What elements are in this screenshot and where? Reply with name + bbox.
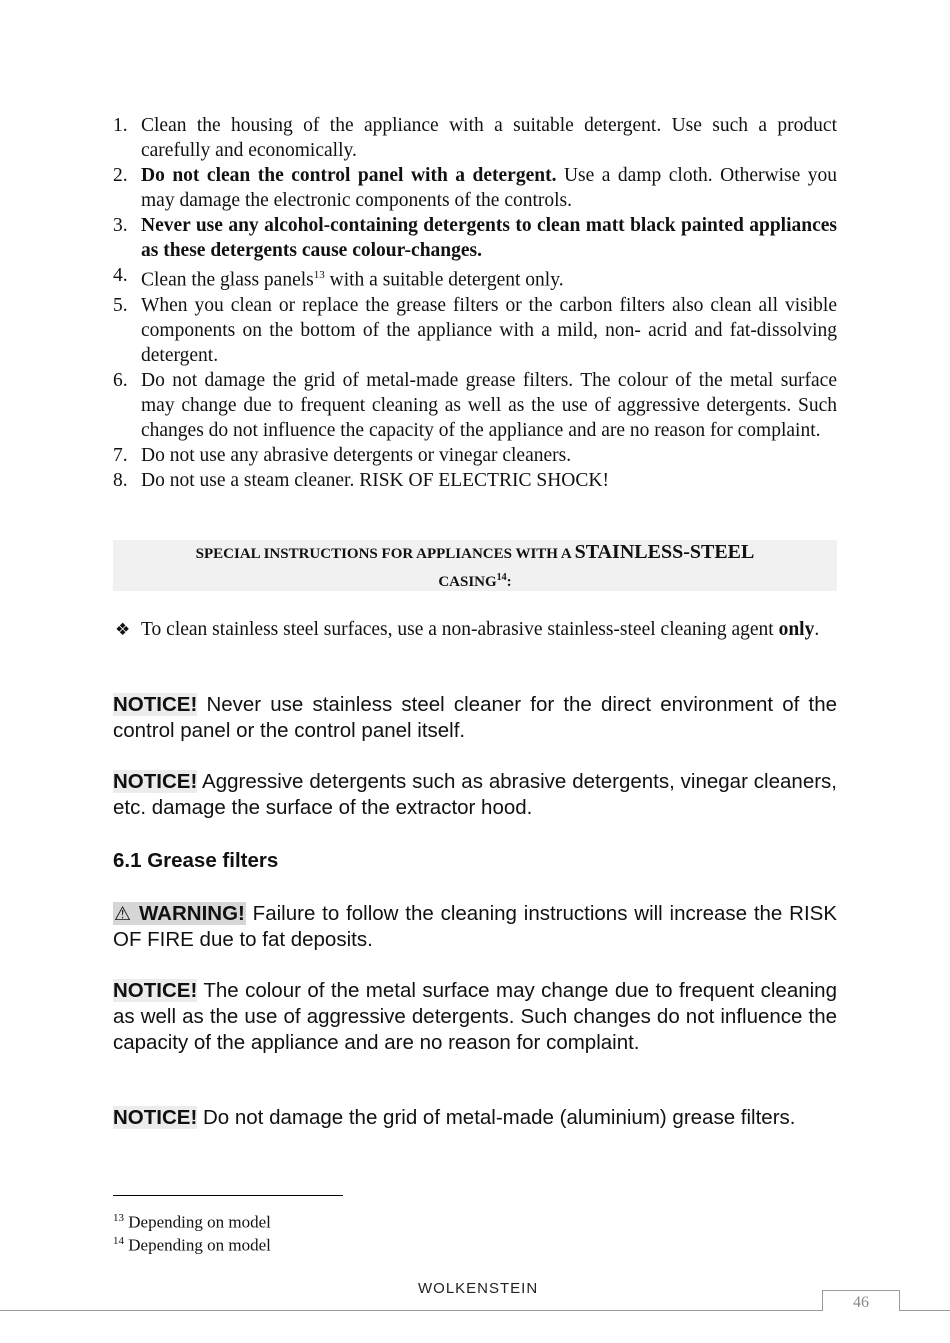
list-item <box>113 443 837 468</box>
notice-label: NOTICE! <box>113 1106 198 1129</box>
list-text: Do not damage the grid of metal-made grease filters. The colour of the metal surface may change due to frequent cleaning as well as the use of aggressive detergents. Such changes do not influence the capacity of the appliance and are no reason for complaint. <box>141 369 837 441</box>
footnote-number: 13 <box>113 1212 124 1224</box>
list-text: Clean the glass panels <box>141 269 314 291</box>
bullet-end: . <box>814 619 820 640</box>
notice-text: Do not damage the grid of metal-made (aluminium) grease filters. <box>197 1106 796 1129</box>
warning-label-text: WARNING! <box>132 902 245 925</box>
list-item <box>113 368 837 443</box>
footnote-divider <box>113 1195 343 1196</box>
list-text: When you clean or replace the grease filters or the carbon filters also clean all visible components on the bottom of the appliance with a mild, non- acrid and fat-dissolving detergent. <box>141 294 837 366</box>
warning-label <box>113 902 246 925</box>
warning-triangle-icon: ⚠ <box>114 903 133 925</box>
list-number: 8. <box>113 469 128 491</box>
list-item <box>113 293 837 368</box>
list-number: 6. <box>113 369 128 391</box>
list-item <box>113 468 837 493</box>
heading-small-caps: SPECIAL INSTRUCTIONS FOR APPLIANCES WITH A <box>195 546 575 562</box>
list-item <box>113 163 837 213</box>
heading-small-caps: CASING <box>438 574 497 590</box>
notice-label: NOTICE! <box>113 770 198 793</box>
list-text: Use a damp cloth. Otherwise you may damage the electronic components of the controls. <box>141 165 837 211</box>
list-item <box>113 213 837 263</box>
list-text: Clean the housing of the appliance with a suitable detergent. Use such a product carefully and economically. <box>141 115 837 161</box>
list-number: 1. <box>113 115 128 136</box>
list-number: 4. <box>113 265 128 286</box>
notice-paragraph <box>113 978 837 1056</box>
list-bold-text: Never use any alcohol-containing detergents to clean matt black painted appliances as these detergents cause colour-changes. <box>141 215 837 261</box>
notice-text: Never use stainless steel cleaner for the direct environment of the control panel or the control panel itself. <box>113 693 837 742</box>
warning-text: Failure to follow the cleaning instructions will increase the RISK OF FIRE due to fat deposits. <box>113 902 837 951</box>
diamond-bullet-icon: ❖ <box>115 620 131 640</box>
list-number: 3. <box>113 215 128 236</box>
bullet-bold-text: only <box>778 619 815 640</box>
list-number: 2. <box>113 165 128 186</box>
heading-line-2 <box>113 566 837 594</box>
list-item <box>113 113 837 163</box>
list-item <box>113 263 837 293</box>
footnote-text: Depending on model <box>124 1212 271 1232</box>
brand-logo: WOLKENSTEIN <box>418 1280 539 1297</box>
notice-paragraph <box>113 769 837 821</box>
section-title: 6.1 Grease filters <box>113 849 279 872</box>
footnote <box>113 1230 271 1257</box>
footnote-number: 14 <box>113 1235 124 1247</box>
footer-divider <box>0 1310 950 1311</box>
footnote-ref: 14 <box>496 572 507 583</box>
footnote-ref: 13 <box>313 269 325 281</box>
notice-label: NOTICE! <box>113 693 198 716</box>
heading-line-1 <box>113 540 837 566</box>
list-text: Do not use any abrasive detergents or vinegar cleaners. <box>141 444 572 466</box>
list-bold-text: Do not clean the control panel with a detergent. <box>141 165 557 186</box>
heading-large-text: STAINLESS-STEEL <box>574 541 755 563</box>
bullet-text: To clean stainless steel surfaces, use a non-abrasive stainless-steel cleaning agent <box>141 619 779 640</box>
footnote-text: Depending on model <box>124 1235 271 1255</box>
stainless-steel-bullet <box>113 617 837 643</box>
notice-text: The colour of the metal surface may change due to frequent cleaning as well as the use of aggressive detergents. Such changes do not influence the capacity of the appliance and are no reason for complaint. <box>113 979 837 1054</box>
notice-paragraph <box>113 692 837 744</box>
list-text: with a suitable detergent only. <box>324 269 564 291</box>
page-number: 46 <box>822 1290 900 1311</box>
notice-paragraph <box>113 1105 837 1131</box>
warning-paragraph <box>113 901 837 953</box>
notice-label: NOTICE! <box>113 979 198 1002</box>
notice-text: Aggressive detergents such as abrasive detergents, vinegar cleaners, etc. damage the surface of the extractor hood. <box>113 770 837 819</box>
list-number: 5. <box>113 294 128 316</box>
special-instructions-heading <box>113 540 837 591</box>
cleaning-steps-list <box>113 113 837 493</box>
list-number: 7. <box>113 444 128 466</box>
heading-colon: : <box>506 574 512 590</box>
list-text: Do not use a steam cleaner. RISK OF ELECTRIC SHOCK! <box>141 469 609 491</box>
